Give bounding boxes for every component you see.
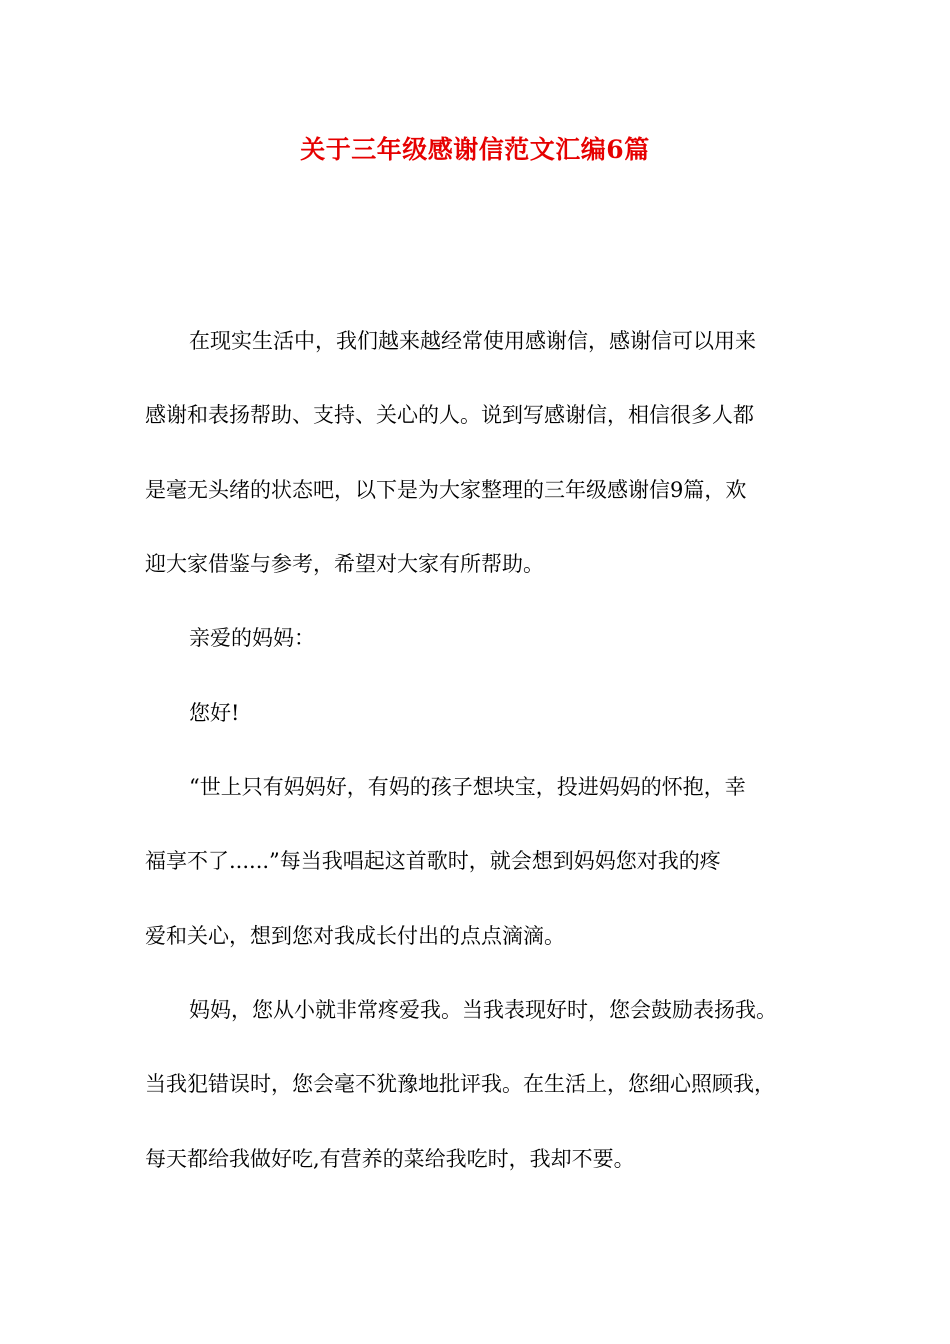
paragraph-line: 爱和关心，想到您对我成长付出的点点滴滴。 [145, 924, 565, 948]
document-title: 关于三年级感谢信范文汇编6篇 [300, 135, 650, 164]
paragraph-line: 是毫无头绪的状态吧，以下是为大家整理的三年级感谢信9篇，欢 [145, 478, 747, 502]
greeting-line: 您好! [189, 701, 240, 725]
paragraph-line: 感谢和表扬帮助、支持、关心的人。说到写感谢信，相信很多人都 [145, 403, 754, 427]
paragraph-line: 迎大家借鉴与参考，希望对大家有所帮助。 [145, 552, 544, 576]
paragraph-line: 福享不了......”每当我唱起这首歌时，就会想到妈妈您对我的疼 [145, 849, 721, 873]
paragraph-line: “世上只有妈妈好，有妈的孩子想块宝，投进妈妈的怀抱，幸 [189, 775, 746, 799]
paragraph-line: 在现实生活中，我们越来越经常使用感谢信，感谢信可以用来 [189, 329, 756, 353]
salutation-line: 亲爱的妈妈： [189, 626, 315, 650]
paragraph-line: 妈妈，您从小就非常疼爱我。当我表现好时，您会鼓励表扬我。 [189, 998, 777, 1022]
paragraph-line: 当我犯错误时，您会毫不犹豫地批评我。在生活上，您细心照顾我， [145, 1072, 775, 1096]
paragraph-line: 每天都给我做好吃,有营养的菜给我吃时，我却不要。 [145, 1147, 635, 1171]
